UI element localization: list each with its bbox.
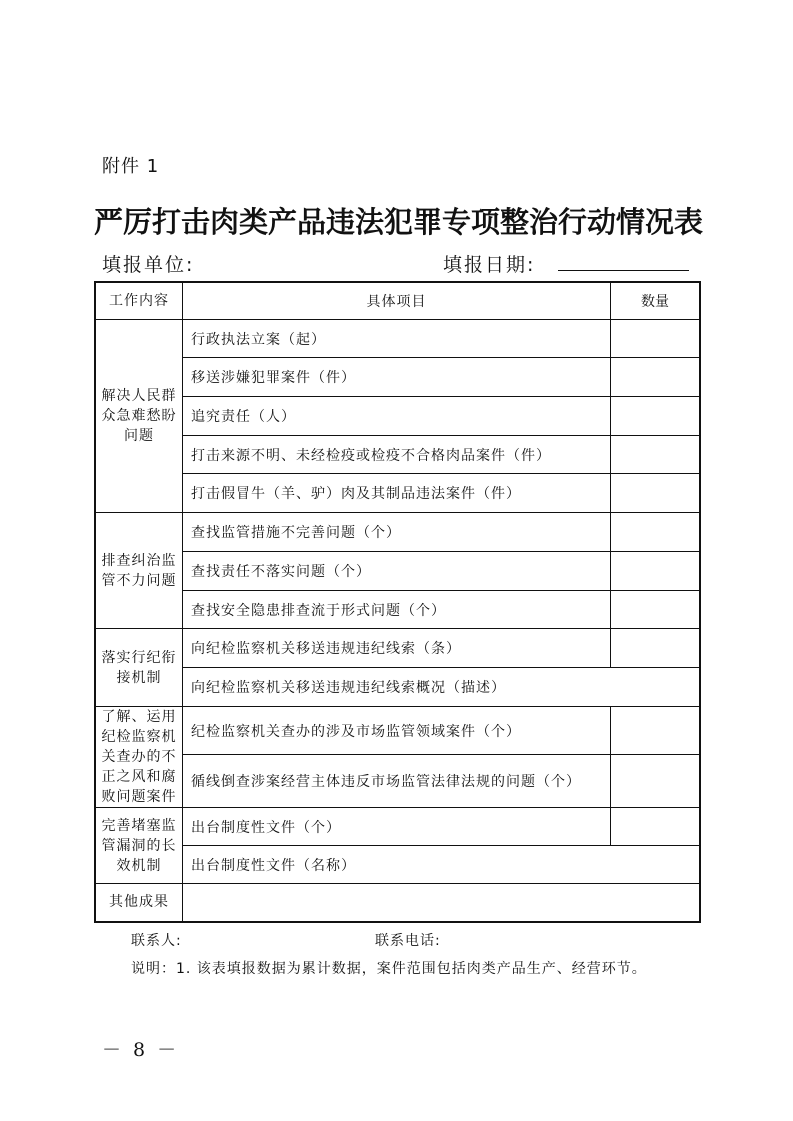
table-row	[95, 436, 700, 474]
group-label: 完善堵塞监管漏洞的长效机制	[95, 808, 183, 884]
quantity-cell[interactable]	[611, 397, 701, 436]
item-label: 循线倒查涉案经营主体违反市场监管法律法规的问题（个）	[183, 755, 611, 808]
group-label: 解决人民群众急难愁盼问题	[95, 320, 183, 513]
item-label: 打击来源不明、未经检疫或检疫不合格肉品案件（件）	[183, 436, 611, 474]
quantity-cell[interactable]	[611, 513, 701, 552]
table-row	[95, 846, 700, 884]
item-label: 追究责任（人）	[183, 397, 611, 436]
quantity-cell[interactable]	[611, 358, 701, 397]
table-row	[95, 397, 700, 436]
quantity-cell[interactable]	[611, 707, 701, 755]
quantity-cell[interactable]	[611, 436, 701, 474]
item-label: 移送涉嫌犯罪案件（件）	[183, 358, 611, 397]
group-label: 排查纠治监管不力问题	[95, 513, 183, 629]
item-label: 查找监管措施不完善问题（个）	[183, 513, 611, 552]
table-row	[95, 884, 700, 922]
table-row	[95, 474, 700, 513]
report-table	[94, 281, 701, 923]
page-number: － 8 －	[102, 1039, 180, 1061]
table-header-row	[95, 282, 700, 320]
contact-person-label: 联系人:	[131, 933, 182, 949]
table-row	[95, 707, 700, 755]
attachment-label: 附件 1	[102, 156, 160, 177]
other-results-cell[interactable]	[183, 884, 701, 922]
quantity-cell[interactable]	[611, 591, 701, 629]
item-label: 查找安全隐患排查流于形式问题（个）	[183, 591, 611, 629]
item-label-wide[interactable]: 出台制度性文件（名称）	[183, 846, 701, 884]
item-label: 行政执法立案（起）	[183, 320, 611, 358]
table-row	[95, 358, 700, 397]
item-label: 打击假冒牛（羊、驴）肉及其制品违法案件（件）	[183, 474, 611, 513]
reporting-date-field[interactable]	[558, 270, 689, 271]
header-specific-item: 具体项目	[183, 282, 611, 320]
header-quantity: 数量	[611, 282, 701, 320]
table-row	[95, 513, 700, 552]
table-row	[95, 808, 700, 846]
quantity-cell[interactable]	[611, 808, 701, 846]
quantity-cell[interactable]	[611, 629, 701, 668]
item-label: 查找责任不落实问题（个）	[183, 552, 611, 591]
table-row	[95, 552, 700, 591]
item-label-wide[interactable]: 向纪检监察机关移送违规违纪线索概况（描述）	[183, 668, 701, 707]
reporting-unit-label: 填报单位:	[102, 254, 195, 276]
page-title: 严厉打击肉类产品违法犯罪专项整治行动情况表	[94, 205, 704, 239]
quantity-cell[interactable]	[611, 552, 701, 591]
contact-phone-label: 联系电话:	[375, 933, 441, 949]
item-label: 出台制度性文件（个）	[183, 808, 611, 846]
group-label: 了解、运用纪检监察机关查办的不正之风和腐败问题案件	[95, 707, 183, 808]
reporting-date-label: 填报日期:	[443, 254, 536, 276]
table-row	[95, 755, 700, 808]
quantity-cell[interactable]	[611, 474, 701, 513]
quantity-cell[interactable]	[611, 755, 701, 808]
table-row	[95, 629, 700, 668]
quantity-cell[interactable]	[611, 320, 701, 358]
item-label: 向纪检监察机关移送违规违纪线索（条）	[183, 629, 611, 668]
header-work-content: 工作内容	[95, 282, 183, 320]
table-row	[95, 591, 700, 629]
item-label: 纪检监察机关查办的涉及市场监管领域案件（个）	[183, 707, 611, 755]
table-row	[95, 320, 700, 358]
note-text: 说明：1. 该表填报数据为累计数据，案件范围包括肉类产品生产、经营环节。	[131, 961, 647, 977]
group-label: 其他成果	[95, 884, 183, 922]
table-row	[95, 668, 700, 707]
group-label: 落实行纪衔接机制	[95, 629, 183, 707]
